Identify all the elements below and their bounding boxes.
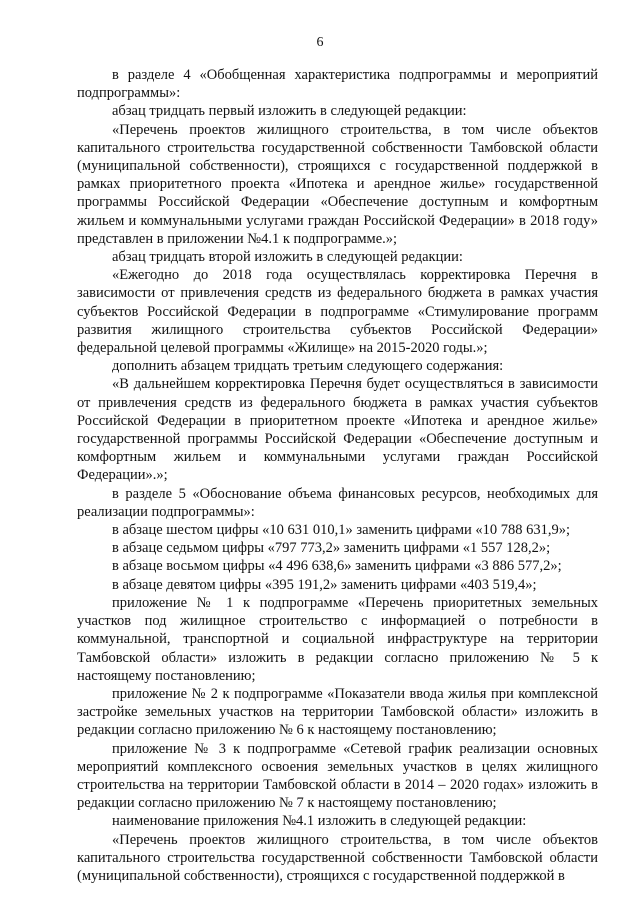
paragraph-list-of-projects: «Перечень проектов жилищного строительства, в том числе объектов капитального строительства государственной собственности Тамбовской области (муниципальной собственности), строящихся с государственной поддержкой в рамках приоритетного проекта «Ипотека и арендное жилье» государственной программы Российской Федерации «Обеспечение доступным и комфортным жильем и коммунальными услугами граждан Российской Федерации» в 2018 году» представлен в приложении №4.1 к подпрограмме.»; [77, 121, 598, 247]
paragraph-amend-7: в абзаце седьмом цифры «797 773,2» заменить цифрами «1 557 128,2»; [112, 540, 551, 557]
paragraph-amend-9: в абзаце девятом цифры «395 191,2» заменить цифрами «403 519,4»; [112, 576, 537, 593]
paragraph-amend-6: в абзаце шестом цифры «10 631 010,1» заменить цифрами «10 788 631,9»; [112, 522, 571, 539]
document-body [77, 66, 598, 885]
paragraph-appendix-4-1-title: наименование приложения №4.1 изложить в следующей редакции: [112, 813, 527, 830]
paragraph-appendix-3: приложение № 3 к подпрограмме «Сетевой график реализации основных мероприятий комплексного освоения земельных участков в целях жилищного строительства на территории Тамбовской области в 2014 – 2020 годах» изложить в редакции согласно приложению № 7 к настоящему постановлению; [77, 740, 598, 812]
paragraph-appendix-2: приложение № 2 к подпрограмме «Показатели ввода жилья при комплексной застройке земельных участков на территории Тамбовской области» изложить в редакции согласно приложению № 6 к настоящему постановлению; [77, 685, 598, 739]
paragraph-section4-heading: в разделе 4 «Обобщенная характеристика подпрограммы и мероприятий подпрограммы»: [77, 67, 598, 102]
paragraph-amend-8: в абзаце восьмом цифры «4 496 638,6» заменить цифрами «3 886 577,2»; [112, 558, 562, 575]
paragraph-section5-heading: в разделе 5 «Обоснование объема финансовых ресурсов, необходимых для реализации подпрограммы»: [77, 485, 598, 520]
paragraph-annual-correction: «Ежегодно до 2018 года осуществлялась корректировка Перечня в зависимости от привлечения средств из федерального бюджета в рамках участия субъектов Российской Федерации в подпрограмме «Стимулирование программ развития жилищного строительства субъектов Российской Федерации» федеральной целевой программы «Жилище» на 2015-2020 годы.»; [77, 267, 598, 357]
page-number: 6 [316, 35, 324, 50]
paragraph-future-correction: «В дальнейшем корректировка Перечня будет осуществляться в зависимости от привлечения средств из федерального бюджета в рамках участия субъектов Российской Федерации в приоритетном проекте «Ипотека и арендное жилье» государственной программы Российской Федерации «Обеспечение доступным и комфортным жильем и коммунальными услугами граждан Российской Федерации».»; [77, 376, 598, 484]
paragraph-instruction-31: абзац тридцать первый изложить в следующей редакции: [112, 103, 467, 120]
paragraph-instruction-33: дополнить абзацем тридцать третьим следующего содержания: [112, 358, 504, 375]
paragraph-appendix-4-1-text: «Перечень проектов жилищного строительства, в том числе объектов капитального строительства государственной собственности Тамбовской области (муниципальной собственности), строящихся с государственной поддержкой в [77, 831, 598, 884]
paragraph-instruction-32: абзац тридцать второй изложить в следующей редакции: [112, 249, 463, 266]
paragraph-appendix-1: приложение № 1 к подпрограмме «Перечень приоритетных земельных участков под жилищное строительство с информацией о потребности в коммунальной, транспортной и социальной инфраструктуре на территории Тамбовской области» изложить в редакции согласно приложению № 5 к настоящему постановлению; [77, 594, 598, 684]
